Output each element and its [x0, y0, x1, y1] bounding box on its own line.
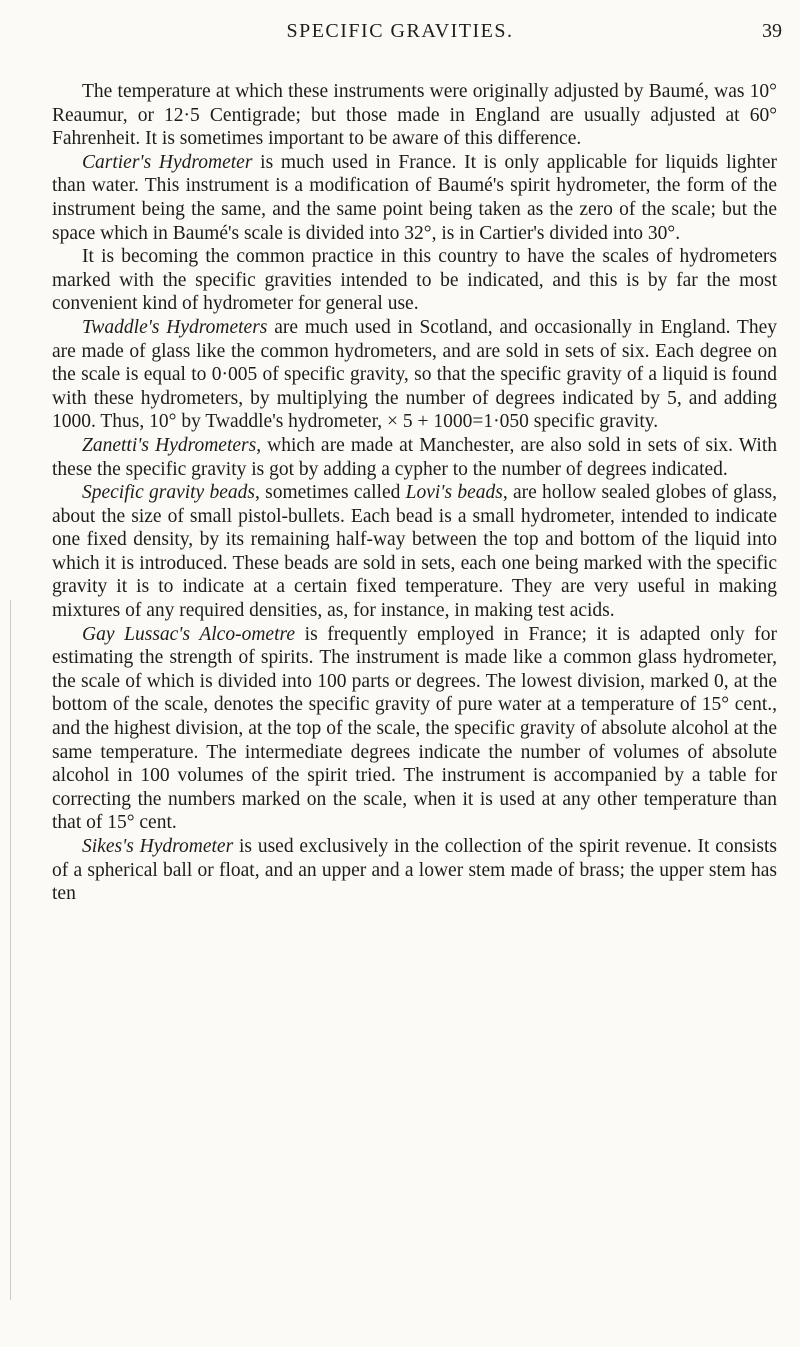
paragraph-text: is used exclusively in the collection of the spirit revenue. It consists of a spherical ball or float, and an upper and a lower stem made of brass; the upper stem has ten [52, 836, 778, 905]
page-header [0, 20, 800, 60]
page-edge-line [10, 600, 11, 1300]
paragraph-lead: Specific gravity beads [82, 482, 255, 504]
paragraph-sikes [52, 835, 777, 906]
paragraph-text: , sometimes called [254, 482, 406, 504]
paragraph-lead: Zanetti's Hydrometers [82, 434, 257, 456]
paragraph-text: is frequently employed in France; it is adapted only for estimating the strength of spirits. The instrument is made like a common glass hydrometer, the scale of which is divided into 100 parts or degrees. The lowest division, marked 0, at the bottom of the scale, denotes the specific gravity of pure water at a temperature of 15° cent., and the highest division, at the top of the scale, the specific gravity of absolute alcohol at the same temperature. The intermediate degrees indicate the number of volumes of absolute alcohol in 100 volumes of the spirit tried. The instrument is accompanied by a table for correcting the numbers marked on the scale, when it is used at any other temperature than that of 15° cent. [52, 623, 777, 834]
paragraph-temperature [52, 80, 777, 151]
paragraph-text: is much used in France. It is only applicable for liquids lighter than water. This instrument is a modification of Baumé's spirit hydrometer, the form of the instrument being the same, and the same point being taken as the zero of the scale; but the space which in Baumé's scale is divided into 32°, is in Cartier's divided into 30°. [52, 151, 778, 244]
paragraph-lead: Gay Lussac's Alco-ometre [82, 623, 296, 645]
body-text [52, 80, 777, 906]
paragraph-lead: Twaddle's Hydrometers [82, 316, 268, 338]
paragraph-text: The temperature at which these instruments were originally adjusted by Baumé, was 10° Reaumur, or 12·5 Centigrade; but those made in England are usually adjusted at 60° Fahrenheit. It is sometimes important to be aware of this difference. [52, 81, 777, 150]
paragraph-twaddle [52, 316, 777, 434]
paragraph-zanetti [52, 434, 777, 481]
paragraph-text: , which are made at Manchester, are also sold in sets of six. With these the specific gravity is got by adding a cypher to the number of degrees indicated. [52, 434, 777, 480]
paragraph-lead-secondary: Lovi's beads [405, 482, 503, 504]
paragraph-text: It is becoming the common practice in this country to have the scales of hydrometers marked with the specific gravities intended to be indicated, and this is by far the most convenient kind of hydrometer for general use. [52, 246, 777, 315]
paragraph-text: are much used in Scotland, and occasionally in England. They are made of glass like the common hydrometers, and are sold in sets of six. Each degree on the scale is equal to 0·005 of specific gravity, so that the specific gravity of a liquid is found with these hydrometers, by multiplying the number of degrees indicated by 5, and adding 1000. Thus, 10° by Twaddle's hydrometer, × 5 + 1000=1·050 specific gravity. [52, 316, 777, 433]
running-head: SPECIFIC GRAVITIES. [286, 20, 514, 42]
paragraph-text-secondary: , are hollow sealed globes of glass, about the size of small pistol-bullets. Each bead is a small hydrometer, intended to indicate one fixed density, by its remaining half-way between the top and bottom of the liquid into which it is introduced. These beads are sold in sets, each one being marked with the specific gravity it is to indicate at a certain fixed temperature. They are very useful in making mixtures of any required densities, as, for instance, in making test acids. [52, 482, 777, 622]
paragraph-cartier [52, 151, 777, 245]
page-number: 39 [762, 20, 782, 42]
paragraph-lead: Cartier's Hydrometer [82, 151, 253, 173]
paragraph-lead: Sikes's Hydrometer [82, 836, 234, 857]
paragraph-common-practice [52, 245, 777, 316]
paragraph-gay-lussac [52, 623, 777, 835]
paragraph-beads [52, 481, 777, 623]
